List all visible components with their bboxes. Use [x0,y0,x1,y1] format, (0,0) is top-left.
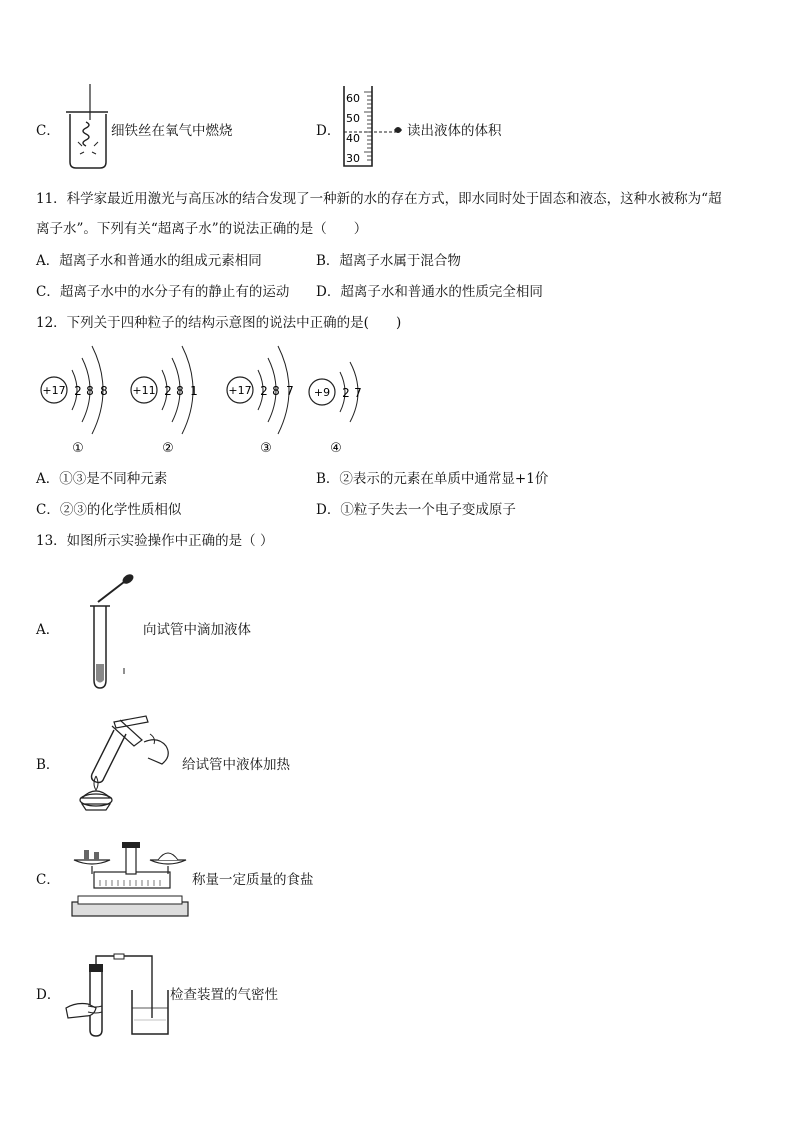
particle-1-shell-2: 8 [86,384,94,398]
particle-1-shell-1: 2 [74,384,82,398]
option-d-letter: D． [316,123,341,139]
q11-stem-line1: 11．科学家最近用激光与高压冰的结合发现了一种新的水的存在方式，即水同时处于固态和液态，这种水被称为“超 [36,191,722,207]
particle-3-nucleus: +17 [228,384,252,397]
airtightness-apparatus-figure [62,950,174,1040]
particle-4-nucleus: +9 [313,386,331,399]
q11-option-d: D．超离子水和普通水的性质完全相同 [316,284,543,300]
particle-1-shell-3: 8 [100,384,108,398]
q13-stem: 13．如图所示实验操作中正确的是（ ） [36,533,274,549]
particle-1-nucleus: +17 [42,384,66,397]
particle-3-diagram [224,340,304,460]
q12-option-a: A．①③是不同种元素 [36,471,168,487]
q11-option-b: B．超离子水属于混合物 [316,253,461,269]
particle-4-shell-2: 7 [354,386,362,400]
q13-option-b-caption: 给试管中液体加热 [182,757,290,773]
option-c-letter: C． [36,123,60,139]
heating-test-tube-figure [74,712,180,812]
particle-2-shell-2: 8 [176,384,184,398]
q13-option-d-caption: 检查装置的气密性 [170,987,278,1003]
q11-option-c: C．超离子水中的水分子有的静止有的运动 [36,284,290,300]
particle-2-nucleus: +11 [132,384,156,397]
q12-option-b: B．②表示的元素在单质中通常显+1价 [316,471,549,487]
particle-1-diagram [38,340,118,460]
q12-option-c: C．②③的化学性质相似 [36,502,182,518]
tick-50: 50 [346,112,360,125]
particle-2-diagram [128,340,208,460]
particle-4-diagram [306,340,376,460]
q13-option-d-letter: D． [36,987,61,1003]
particle-3-shell-3: 7 [286,384,294,398]
particle-2-label: ② [162,441,174,456]
q12-stem: 12．下列关于四种粒子的结构示意图的说法中正确的是( ) [36,315,402,331]
particle-2-shell-3: 1 [190,384,198,398]
particle-1-label: ① [72,441,84,456]
q13-option-a-caption: 向试管中滴加液体 [143,622,251,638]
q13-option-b-letter: B． [36,757,60,773]
tick-40: 40 [346,132,360,145]
particle-3-shell-2: 8 [272,384,280,398]
option-c-caption: 细铁丝在氧气中燃烧 [111,123,233,139]
q13-option-c-caption: 称量一定质量的食盐 [192,872,314,888]
particle-4-label: ④ [330,441,342,456]
tick-60: 60 [346,92,360,105]
balance-scale-figure [70,838,190,920]
iron-wire-burning-figure [62,82,112,172]
particle-3-shell-1: 2 [260,384,268,398]
particle-2-shell-1: 2 [164,384,172,398]
particle-4-shell-1: 2 [342,386,350,400]
q12-option-d: D．①粒子失去一个电子变成原子 [316,502,516,518]
particle-3-label: ③ [260,441,272,456]
q13-option-c-letter: C． [36,872,60,888]
graduated-cylinder-figure [338,86,408,170]
q11-stem-line2: 离子水”。下列有关“超离子水”的说法正确的是（ ） [36,221,368,237]
q13-option-a-letter: A． [36,622,60,638]
option-d-caption: 读出液体的体积 [407,123,502,139]
q11-option-a: A．超离子水和普通水的组成元素相同 [36,253,262,269]
dropper-test-tube-figure [84,572,134,692]
tick-30: 30 [346,152,360,165]
